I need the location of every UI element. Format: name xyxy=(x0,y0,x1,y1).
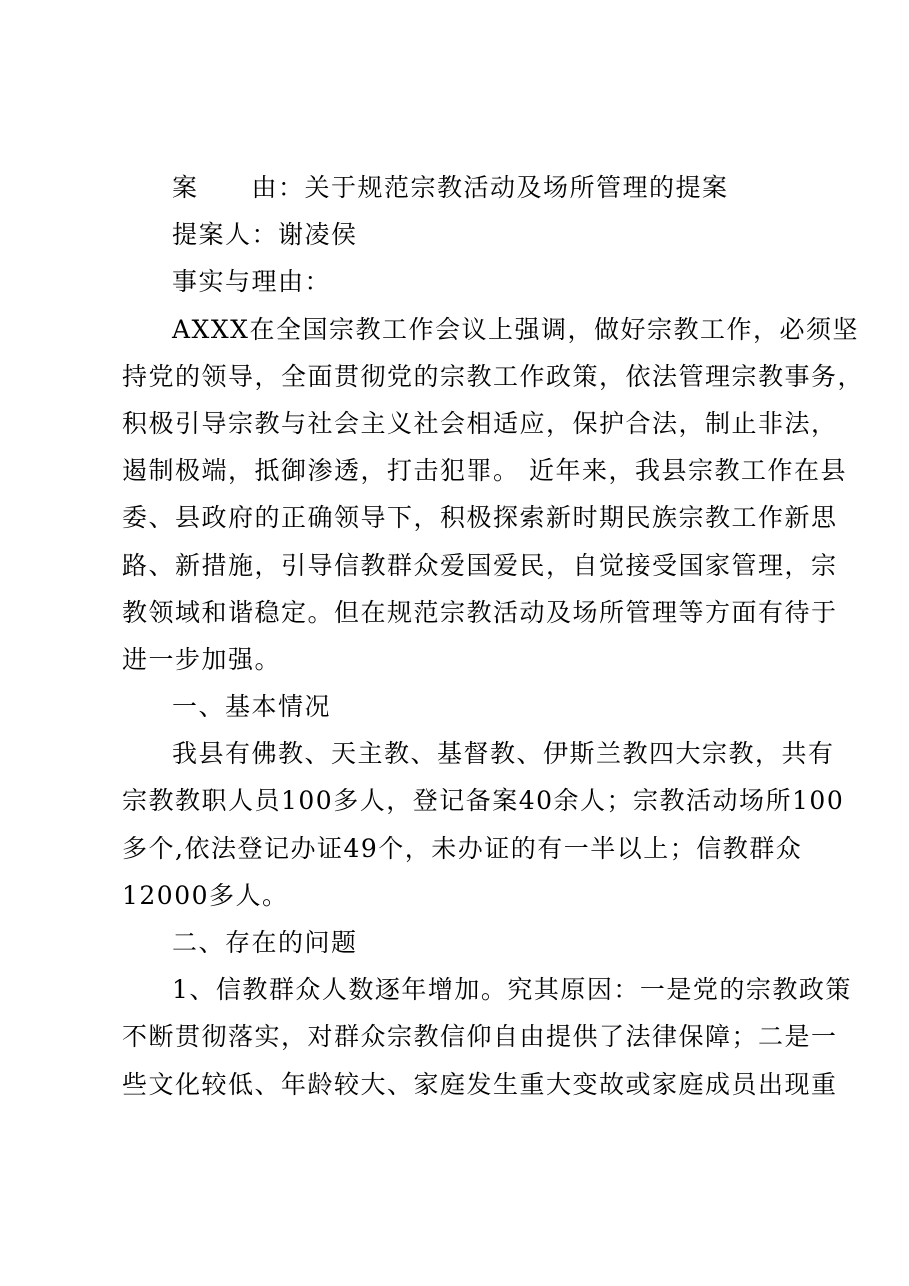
paragraph-line: 宗教教职人员100多人，登记备案40余人；宗教活动场所100 xyxy=(122,786,845,816)
paragraph-line: 不断贯彻落实，对群众宗教信仰自由提供了法律保障；二是一 xyxy=(122,1022,838,1052)
paragraph-line: 持党的领导，全面贯彻党的宗教工作政策，依法管理宗教事务， xyxy=(122,361,865,391)
paragraph-line: 1、信教群众人数逐年增加。究其原因：一是党的宗教政策 xyxy=(172,975,852,1005)
paragraph-line: 遏制极端，抵御渗透，打击犯罪。 近年来，我县宗教工作在县 xyxy=(122,456,847,486)
facts-reasons-heading: 事实与理由： xyxy=(172,267,332,297)
section-heading-existing-problems: 二、存在的问题 xyxy=(172,928,358,957)
paragraph-line: 路、新措施，引导信教群众爱国爱民，自觉接受国家管理，宗 xyxy=(122,550,838,580)
paragraph-line: 12000多人。 xyxy=(122,880,289,910)
document-body xyxy=(122,164,865,1108)
paragraph-line: 委、县政府的正确领导下，积极探索新时期民族宗教工作新思 xyxy=(122,503,838,533)
paragraph-line: 我县有佛教、天主教、基督教、伊斯兰教四大宗教，共有 xyxy=(172,739,835,769)
proposer-line: 提案人：谢凌侯 xyxy=(172,220,358,250)
paragraph-line: 进一步加强。 xyxy=(122,644,282,674)
paragraph-line: 教领域和谐稳定。但在规范宗教活动及场所管理等方面有待于 xyxy=(122,597,838,627)
paragraph-line: 多个,依法登记办证49个，未办证的有一半以上；信教群众 xyxy=(122,833,803,863)
paragraph-line: 些文化较低、年龄较大、家庭发生重大变故或家庭成员出现重 xyxy=(122,1069,838,1099)
paragraph-line: 积极引导宗教与社会主义社会相适应，保护合法，制止非法， xyxy=(122,408,838,438)
paragraph-line: AXXX在全国宗教工作会议上强调，做好宗教工作，必须坚 xyxy=(172,314,859,344)
case-subject-line: 案 由：关于规范宗教活动及场所管理的提案 xyxy=(172,173,729,202)
section-heading-basic-situation: 一、基本情况 xyxy=(172,692,332,722)
